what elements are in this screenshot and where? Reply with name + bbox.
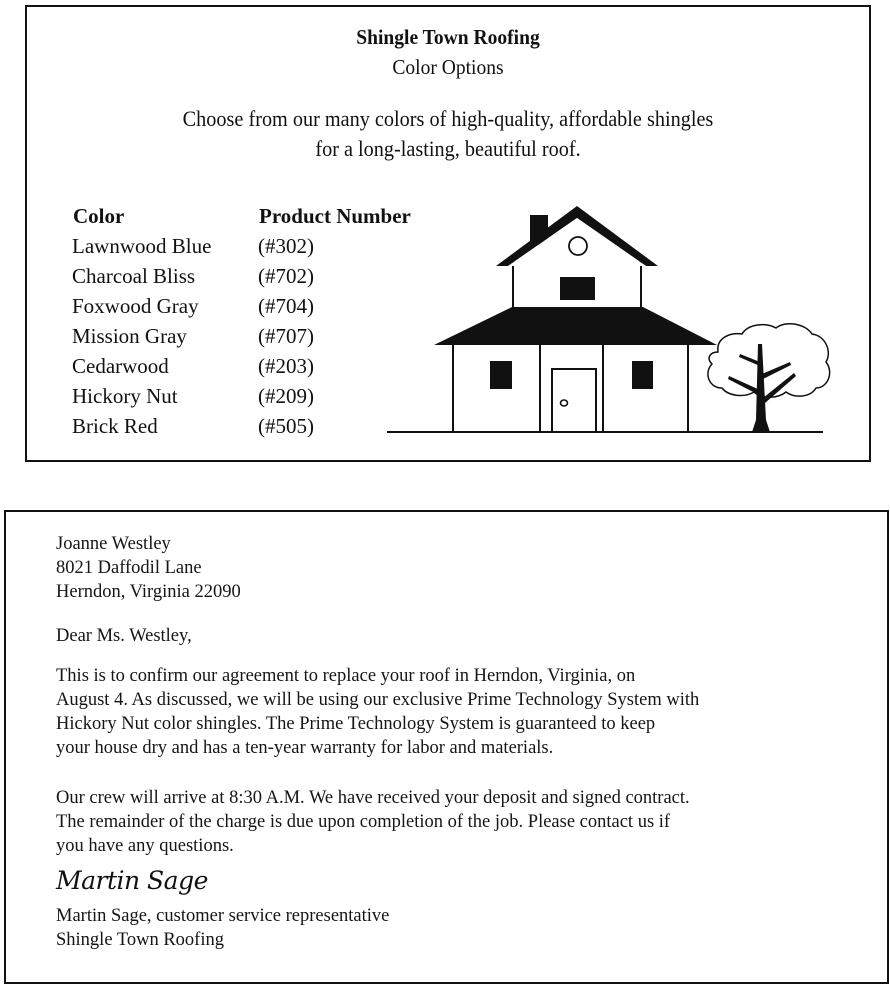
color-column-header: Color bbox=[73, 204, 125, 228]
paragraph-line: you have any questions. bbox=[56, 836, 234, 856]
signer-title: Martin Sage, customer service representative bbox=[56, 906, 390, 926]
ad-subtitle: Color Options bbox=[392, 55, 504, 79]
product-number: (#302) bbox=[258, 234, 314, 258]
color-name: Foxwood Gray bbox=[72, 294, 199, 318]
handwritten-signature: Martin Sage bbox=[56, 866, 208, 895]
color-name: Charcoal Bliss bbox=[72, 264, 196, 288]
lower-roof-icon bbox=[434, 307, 717, 345]
salutation: Dear Ms. Westley, bbox=[56, 626, 192, 646]
color-name: Brick Red bbox=[72, 414, 158, 438]
paragraph-line: Our crew will arrive at 8:30 A.M. We have received your deposit and signed contract. bbox=[56, 788, 690, 808]
door-icon bbox=[552, 369, 596, 432]
confirmation-letter bbox=[4, 510, 889, 984]
recipient-name: Joanne Westley bbox=[56, 534, 171, 554]
signer-company: Shingle Town Roofing bbox=[56, 930, 224, 950]
recipient-street: 8021 Daffodil Lane bbox=[56, 558, 202, 578]
left-window-icon bbox=[490, 361, 512, 389]
paragraph-line: your house dry and has a ten-year warranty for labor and materials. bbox=[56, 738, 554, 758]
product-number: (#704) bbox=[258, 294, 314, 318]
upper-window-icon bbox=[560, 277, 595, 300]
color-name: Hickory Nut bbox=[72, 384, 178, 408]
product-number: (#203) bbox=[258, 354, 314, 378]
paragraph-line: August 4. As discussed, we will be using our exclusive Prime Technology System with bbox=[56, 690, 700, 710]
recipient-city: Herndon, Virginia 22090 bbox=[56, 582, 241, 602]
paragraph-line: This is to confirm our agreement to replace your roof in Herndon, Virginia, on bbox=[56, 666, 636, 686]
round-window-icon bbox=[569, 237, 587, 255]
color-name: Mission Gray bbox=[72, 324, 187, 348]
ad-tagline-line1: Choose from our many colors of high-quality, affordable shingles bbox=[182, 106, 714, 131]
product-number: (#707) bbox=[258, 324, 314, 348]
door-knob-icon bbox=[561, 400, 568, 406]
color-name: Lawnwood Blue bbox=[72, 234, 212, 258]
product-number: (#209) bbox=[258, 384, 314, 408]
paragraph-line: Hickory Nut color shingles. The Prime Technology System is guaranteed to keep bbox=[56, 714, 656, 734]
product-number: (#702) bbox=[258, 264, 314, 288]
product-number-column-header: Product Number bbox=[259, 204, 411, 228]
right-window-icon bbox=[632, 361, 653, 389]
paragraph-line: The remainder of the charge is due upon completion of the job. Please contact us if bbox=[56, 812, 671, 832]
ad-company-name: Shingle Town Roofing bbox=[356, 25, 540, 49]
tree-canopy-icon bbox=[708, 324, 830, 398]
color-name: Cedarwood bbox=[72, 354, 169, 378]
ad-tagline-line2: for a long-lasting, beautiful roof. bbox=[315, 136, 581, 161]
product-number: (#505) bbox=[258, 414, 314, 438]
